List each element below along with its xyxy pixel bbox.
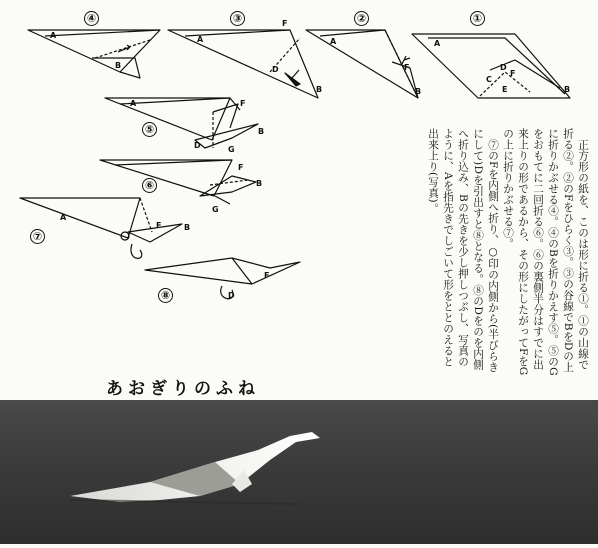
point-label: C xyxy=(486,75,492,84)
point-label: D xyxy=(272,65,279,74)
point-label: D xyxy=(228,291,235,300)
finished-model-photo xyxy=(0,400,598,544)
point-label: A xyxy=(434,39,441,48)
instruction-paragraph: ⑦のFを内側へ折り、○印の内側から(半びらきにして)Dを引出すと⑧となる。⑧のDをのを内側へ折り込み、Bの先きを少し押しつぶし、写真のように、Aを指先きでしごいて形をととのえると出来上り(写真)。 xyxy=(427,128,499,373)
step-number-1: ① xyxy=(470,11,485,26)
step-number-7: ⑦ xyxy=(30,229,45,244)
point-label: D xyxy=(194,141,201,150)
instruction-text xyxy=(425,128,590,378)
point-label: B xyxy=(184,223,191,232)
point-label: A xyxy=(60,213,67,222)
instruction-paragraph: 正方形の紙を、このは形に折る①。①の山線で折る②。②のFをひらく③。③の谷線でBをDの上に折りかぶせる④。④のBを折りかえす⑤。⑤のGをおもてに二回折る⑥。⑥の裏側半分はすでに出来上りの形であるから、その形にしたがってFをGの上に折りかぶせる⑦。 xyxy=(502,128,589,377)
paper-boat-image xyxy=(0,400,598,544)
point-label: G xyxy=(228,145,235,154)
point-label: A xyxy=(197,35,204,44)
point-label: E xyxy=(502,85,508,94)
point-label: B xyxy=(564,85,571,94)
point-label: F xyxy=(156,221,162,230)
diagram-step-2 xyxy=(306,30,418,98)
point-label: B xyxy=(316,85,323,94)
point-label: B xyxy=(258,127,265,136)
point-label: G xyxy=(212,205,219,214)
point-label: A xyxy=(50,31,57,40)
point-label: B xyxy=(115,61,122,70)
page-title: あおぎりのふね xyxy=(106,379,260,399)
point-label: A xyxy=(330,37,337,46)
point-label: B xyxy=(415,87,422,96)
step-number-8: ⑧ xyxy=(158,288,173,303)
diagram-step-5 xyxy=(105,98,258,148)
point-label: F xyxy=(240,99,246,108)
point-label: F xyxy=(264,271,270,280)
step-number-5: ⑤ xyxy=(142,122,157,137)
diagram-step-3 xyxy=(168,30,318,98)
step-number-3: ③ xyxy=(230,11,245,26)
step-number-4: ④ xyxy=(84,11,99,26)
point-label: B xyxy=(256,179,263,188)
point-label: F xyxy=(238,163,244,172)
point-label: F xyxy=(404,63,410,72)
point-label: A xyxy=(130,99,137,108)
step-number-6: ⑥ xyxy=(142,178,157,193)
point-label: F xyxy=(282,19,288,28)
step-number-2: ② xyxy=(354,11,369,26)
diagram-step-4 xyxy=(28,30,160,78)
point-label: F xyxy=(510,69,516,78)
point-label: D xyxy=(500,63,507,72)
